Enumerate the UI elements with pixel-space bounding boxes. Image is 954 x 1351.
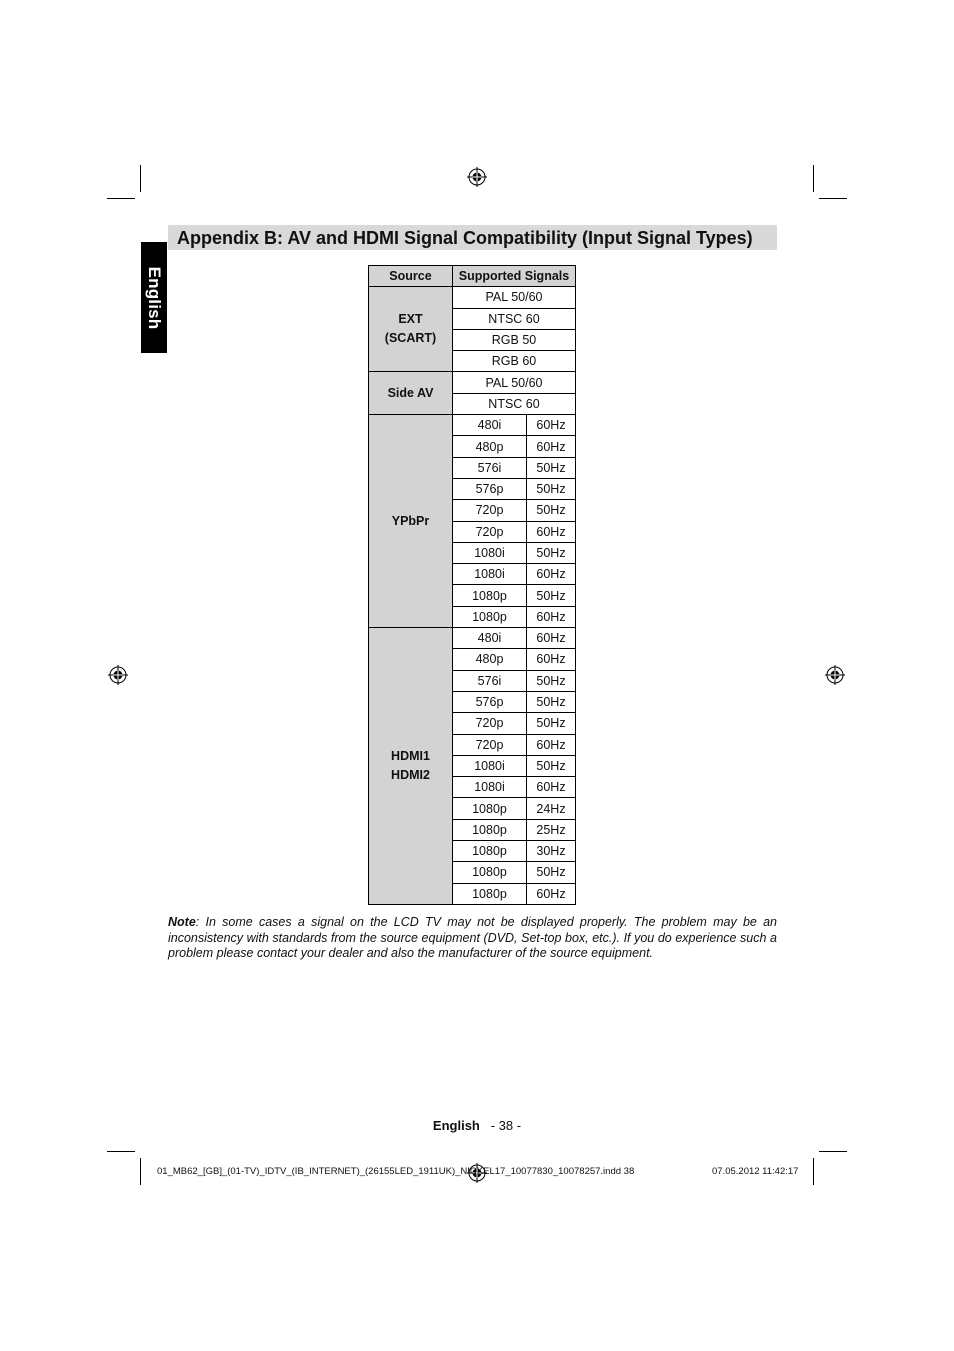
resolution-cell: 720p — [453, 734, 527, 755]
signal-compatibility-table — [368, 265, 576, 905]
page-number: - 38 - — [490, 1118, 522, 1133]
signal-cell: PAL 50/60 — [453, 287, 576, 308]
frequency-cell: 24Hz — [527, 798, 576, 819]
frequency-cell: 60Hz — [527, 521, 576, 542]
signal-cell: RGB 50 — [453, 329, 576, 350]
registration-mark-icon — [825, 665, 845, 685]
crop-mark — [140, 165, 141, 192]
resolution-cell: 1080i — [453, 542, 527, 563]
crop-mark — [813, 1158, 814, 1185]
frequency-cell: 60Hz — [527, 606, 576, 627]
crop-mark — [107, 198, 135, 199]
frequency-cell: 60Hz — [527, 628, 576, 649]
source-cell — [369, 287, 453, 372]
frequency-cell: 50Hz — [527, 670, 576, 691]
table-row — [369, 415, 576, 436]
resolution-cell: 720p — [453, 500, 527, 521]
print-date-info: 07.05.2012 11:42:17 — [712, 1166, 799, 1177]
registration-mark-icon — [108, 665, 128, 685]
resolution-cell: 480p — [453, 436, 527, 457]
source-cell — [369, 372, 453, 415]
resolution-cell: 1080i — [453, 564, 527, 585]
frequency-cell: 30Hz — [527, 841, 576, 862]
resolution-cell: 720p — [453, 713, 527, 734]
frequency-cell: 50Hz — [527, 713, 576, 734]
table-row — [369, 628, 576, 649]
frequency-cell: 50Hz — [527, 585, 576, 606]
resolution-cell: 1080p — [453, 819, 527, 840]
header-supported-signals: Supported Signals — [453, 266, 576, 287]
resolution-cell: 1080i — [453, 777, 527, 798]
page-footer — [0, 1118, 954, 1133]
resolution-cell: 480p — [453, 649, 527, 670]
header-source: Source — [369, 266, 453, 287]
resolution-cell: 1080p — [453, 606, 527, 627]
source-label: YPbPr — [391, 513, 430, 528]
registration-mark-icon — [467, 167, 487, 187]
crop-mark — [819, 198, 847, 199]
frequency-cell: 60Hz — [527, 777, 576, 798]
signal-cell: NTSC 60 — [453, 308, 576, 329]
crop-mark — [819, 1151, 847, 1152]
print-file-info: 01_MB62_[GB]_(01-TV)_IDTV_(IB_INTERNET)_(26155LED_1911UK)_NICKEL17_10077830_10078257.indd 38 — [157, 1166, 635, 1177]
frequency-cell: 50Hz — [527, 478, 576, 499]
frequency-cell: 60Hz — [527, 883, 576, 904]
note-text: : In some cases a signal on the LCD TV may not be displayed properly. The problem may be an inconsistency with standards from the source equipment (DVD, Set-top box, etc.). If you do experience such a problem please contact your dealer and also the manufacturer of the source equipment. — [168, 915, 777, 960]
resolution-cell: 1080p — [453, 883, 527, 904]
frequency-cell: 50Hz — [527, 862, 576, 883]
frequency-cell: 60Hz — [527, 734, 576, 755]
table-row — [369, 372, 576, 393]
resolution-cell: 1080p — [453, 862, 527, 883]
note-label: Note — [168, 915, 196, 929]
frequency-cell: 60Hz — [527, 436, 576, 457]
signal-cell: PAL 50/60 — [453, 372, 576, 393]
title-bar — [168, 225, 777, 250]
table-row — [369, 287, 576, 308]
resolution-cell: 576i — [453, 457, 527, 478]
resolution-cell: 480i — [453, 415, 527, 436]
source-cell — [369, 628, 453, 905]
frequency-cell: 50Hz — [527, 542, 576, 563]
frequency-cell: 50Hz — [527, 457, 576, 478]
resolution-cell: 1080p — [453, 798, 527, 819]
frequency-cell: 60Hz — [527, 649, 576, 670]
crop-mark — [813, 165, 814, 192]
resolution-cell: 576p — [453, 478, 527, 499]
resolution-cell: 1080p — [453, 585, 527, 606]
frequency-cell: 50Hz — [527, 500, 576, 521]
resolution-cell: 576i — [453, 670, 527, 691]
source-label: (SCART) — [384, 331, 437, 346]
source-label: HDMI2 — [391, 767, 430, 782]
frequency-cell: 50Hz — [527, 755, 576, 776]
source-cell — [369, 415, 453, 628]
crop-mark — [140, 1158, 141, 1185]
signal-cell: NTSC 60 — [453, 393, 576, 414]
resolution-cell: 1080p — [453, 841, 527, 862]
frequency-cell: 50Hz — [527, 691, 576, 712]
source-label: HDMI1 — [391, 748, 430, 763]
resolution-cell: 1080i — [453, 755, 527, 776]
page-title: Appendix B: AV and HDMI Signal Compatibility (Input Signal Types) — [177, 228, 753, 248]
note-paragraph — [168, 915, 777, 962]
frequency-cell: 60Hz — [527, 415, 576, 436]
resolution-cell: 480i — [453, 628, 527, 649]
crop-mark — [107, 1151, 135, 1152]
footer-language: English — [432, 1118, 480, 1133]
resolution-cell: 720p — [453, 521, 527, 542]
signal-cell: RGB 60 — [453, 351, 576, 372]
source-label: Side AV — [387, 385, 434, 400]
frequency-cell: 60Hz — [527, 564, 576, 585]
resolution-cell: 576p — [453, 691, 527, 712]
language-side-tab — [141, 242, 167, 353]
table-body — [369, 287, 576, 905]
table-header-row — [369, 266, 576, 287]
frequency-cell: 25Hz — [527, 819, 576, 840]
source-label: EXT — [398, 312, 423, 327]
language-side-tab-label: English — [145, 266, 164, 329]
